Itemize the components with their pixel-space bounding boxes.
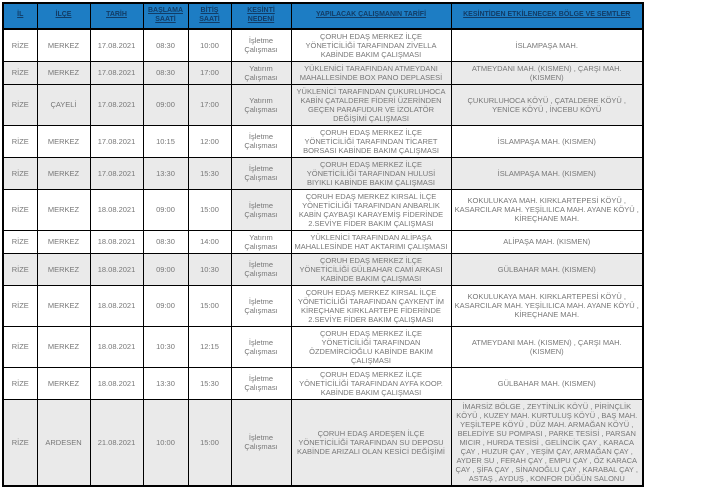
outage-table bbox=[2, 2, 644, 487]
table-row bbox=[3, 189, 643, 230]
cell-il: RİZE bbox=[3, 125, 37, 157]
cell-bitis-saati: 15:00 bbox=[188, 285, 231, 326]
cell-il: RİZE bbox=[3, 253, 37, 285]
cell-kesinti-nedeni: İşletme Çalışması bbox=[231, 399, 291, 486]
cell-bitis-saati: 17:00 bbox=[188, 61, 231, 84]
table-row bbox=[3, 61, 643, 84]
cell-ilce: MERKEZ bbox=[37, 285, 90, 326]
cell-baslama-saati: 08:30 bbox=[143, 61, 188, 84]
cell-baslama-saati: 10:15 bbox=[143, 125, 188, 157]
cell-calisma-tarifi: ÇORUH EDAŞ MERKEZ İLÇE YÖNETİCİLİĞİ TARAFINDAN ÖZDEMİRCİOĞLU KABİNDE BAKIM ÇALIŞMASI bbox=[291, 326, 451, 367]
cell-tarih: 18.08.2021 bbox=[90, 253, 143, 285]
cell-etkilenen-bolge: İMARSİZ BÖLGE , ZEYTİNLİK KÖYÜ , PİRİNÇLİK KÖYÜ , KUZEY MAH. KURTULUŞ KÖYÜ , BAŞ MAH. YEŞİLTEPE KÖYÜ , DÜZ MAH. ARMAĞAN KÖYÜ , BELEDİYE SU POMPASI , PARKE TESİSİ , PARSAN MICIR , HURDA TESİSİ , GELİNCİK ÇAY , KARACA ÇAY , HUZUR ÇAY , YEŞİM ÇAY, ARMAĞAN ÇAY , AYDER SU , FERAH ÇAY , EMPU ÇAY , ÖZ KARACA ÇAY , ŞİFA ÇAY , SİNANOĞLU ÇAY , KARABAL ÇAY , ASTAŞ , AYDUŞ , KONFOR DÜĞÜN SALONU bbox=[451, 399, 643, 486]
cell-ilce: MERKEZ bbox=[37, 367, 90, 399]
cell-il: RİZE bbox=[3, 61, 37, 84]
cell-etkilenen-bolge: İSLAMPAŞA MAH. bbox=[451, 29, 643, 62]
cell-tarih: 17.08.2021 bbox=[90, 157, 143, 189]
cell-il: RİZE bbox=[3, 189, 37, 230]
cell-bitis-saati: 10:30 bbox=[188, 253, 231, 285]
cell-il: RİZE bbox=[3, 367, 37, 399]
cell-baslama-saati: 09:00 bbox=[143, 285, 188, 326]
cell-etkilenen-bolge: ALİPAŞA MAH. (KISMEN) bbox=[451, 230, 643, 253]
cell-baslama-saati: 08:30 bbox=[143, 29, 188, 62]
cell-ilce: MERKEZ bbox=[37, 157, 90, 189]
cell-ilce: MERKEZ bbox=[37, 326, 90, 367]
cell-etkilenen-bolge: İSLAMPAŞA MAH. (KISMEN) bbox=[451, 125, 643, 157]
table-row bbox=[3, 157, 643, 189]
cell-baslama-saati: 10:00 bbox=[143, 399, 188, 486]
table-row bbox=[3, 399, 643, 486]
cell-tarih: 17.08.2021 bbox=[90, 84, 143, 125]
cell-tarih: 17.08.2021 bbox=[90, 61, 143, 84]
table-row bbox=[3, 84, 643, 125]
cell-bitis-saati: 15:00 bbox=[188, 189, 231, 230]
cell-tarih: 21.08.2021 bbox=[90, 399, 143, 486]
cell-ilce: MERKEZ bbox=[37, 29, 90, 62]
cell-etkilenen-bolge: İSLAMPAŞA MAH. (KISMEN) bbox=[451, 157, 643, 189]
cell-tarih: 18.08.2021 bbox=[90, 189, 143, 230]
cell-kesinti-nedeni: İşletme Çalışması bbox=[231, 253, 291, 285]
cell-tarih: 17.08.2021 bbox=[90, 29, 143, 62]
table-row bbox=[3, 367, 643, 399]
cell-etkilenen-bolge: GÜLBAHAR MAH. (KISMEN) bbox=[451, 253, 643, 285]
table-row bbox=[3, 326, 643, 367]
outage-table-body bbox=[3, 29, 643, 486]
cell-bitis-saati: 12:15 bbox=[188, 326, 231, 367]
cell-il: RİZE bbox=[3, 29, 37, 62]
cell-bitis-saati: 12:00 bbox=[188, 125, 231, 157]
cell-kesinti-nedeni: Yatırım Çalışması bbox=[231, 61, 291, 84]
cell-calisma-tarifi: ÇORUH EDAŞ MERKEZ İLÇE YÖNETİCİLİĞİ TARAFINDAN TİCARET BORSASI KABİNDE BAKIM ÇALIŞMASI bbox=[291, 125, 451, 157]
cell-etkilenen-bolge: KOKULUKAYA MAH. KIRKLARTEPESİ KÖYÜ , KASARCILAR MAH. YEŞİLILICA MAH. AYANE KÖYÜ , KİREÇHANE MAH. bbox=[451, 285, 643, 326]
cell-baslama-saati: 09:00 bbox=[143, 84, 188, 125]
table-row bbox=[3, 285, 643, 326]
cell-calisma-tarifi: ÇORUH EDAŞ MERKEZ KIRSAL İLÇE YÖNETİCİLİĞİ TARAFINDAN ÇAYKENT İM KİREÇHANE KIRKLARTEPE FİDERİNDE 2.SEVİYE FİDER BAKIM ÇALIŞMASI bbox=[291, 285, 451, 326]
table-row bbox=[3, 253, 643, 285]
column-header-baslama-saati: BAŞLAMA SAATİ bbox=[143, 3, 188, 29]
cell-kesinti-nedeni: İşletme Çalışması bbox=[231, 189, 291, 230]
table-row bbox=[3, 29, 643, 62]
cell-kesinti-nedeni: İşletme Çalışması bbox=[231, 157, 291, 189]
cell-ilce: MERKEZ bbox=[37, 125, 90, 157]
column-header-tarih: TARİH bbox=[90, 3, 143, 29]
cell-calisma-tarifi: ÇORUH EDAŞ MERKEZ İLÇE YÖNETİCİLİĞİ TARAFINDAN ZİVELLA KABİNDE BAKIM ÇALIŞMASI bbox=[291, 29, 451, 62]
cell-bitis-saati: 17:00 bbox=[188, 84, 231, 125]
cell-calisma-tarifi: YÜKLENİCİ TARAFINDAN ALİPAŞA MAHALLESİNDE HAT AKTARIMI ÇALIŞMASI bbox=[291, 230, 451, 253]
cell-il: RİZE bbox=[3, 230, 37, 253]
cell-calisma-tarifi: YÜKLENİCİ TARAFINDAN ATMEYDANI MAHALLESİNDE BOX PANO DEPLASESİ bbox=[291, 61, 451, 84]
header-row bbox=[3, 3, 643, 29]
cell-baslama-saati: 09:00 bbox=[143, 189, 188, 230]
cell-il: RİZE bbox=[3, 399, 37, 486]
cell-baslama-saati: 13:30 bbox=[143, 367, 188, 399]
cell-bitis-saati: 15:00 bbox=[188, 399, 231, 486]
cell-kesinti-nedeni: İşletme Çalışması bbox=[231, 326, 291, 367]
cell-baslama-saati: 08:30 bbox=[143, 230, 188, 253]
column-header-etkilenen-bolge: KESİNTİDEN ETKİLENECEK BÖLGE VE SEMTLER bbox=[451, 3, 643, 29]
cell-calisma-tarifi: ÇORUH EDAŞ MERKEZ KIRSAL İLÇE YÖNETİCİLİĞİ TARAFINDAN ANBARLIK KABİN ÇAYBAŞI KARAYEMİŞ FİDERİNDE 2.SEVİYE FİDER BAKIM ÇALIŞMASI bbox=[291, 189, 451, 230]
table-row bbox=[3, 125, 643, 157]
cell-etkilenen-bolge: GÜLBAHAR MAH. (KISMEN) bbox=[451, 367, 643, 399]
cell-kesinti-nedeni: İşletme Çalışması bbox=[231, 285, 291, 326]
cell-etkilenen-bolge: KOKULUKAYA MAH. KIRKLARTEPESİ KÖYÜ , KASARCILAR MAH. YEŞİLILICA MAH. AYANE KÖYÜ , KİREÇHANE MAH. bbox=[451, 189, 643, 230]
outage-table-header bbox=[3, 3, 643, 29]
cell-il: RİZE bbox=[3, 285, 37, 326]
cell-calisma-tarifi: YÜKLENİCİ TARAFINDAN ÇUKURLUHOCA KABİN ÇATALDERE FİDERİ ÜZERİNDEN GEÇEN PARAFUDUR VE İZOLATÖR DEĞİŞİMİ ÇALIŞMASI bbox=[291, 84, 451, 125]
cell-bitis-saati: 15:30 bbox=[188, 157, 231, 189]
cell-tarih: 18.08.2021 bbox=[90, 230, 143, 253]
cell-bitis-saati: 15:30 bbox=[188, 367, 231, 399]
cell-tarih: 18.08.2021 bbox=[90, 285, 143, 326]
cell-calisma-tarifi: ÇORUH EDAŞ MERKEZ İLÇE YÖNETİCİLİĞİ TARAFINDAN HULUSİ BIYIKLI KABİNDE BAKIM ÇALIŞMASI bbox=[291, 157, 451, 189]
cell-etkilenen-bolge: ATMEYDANI MAH. (KISMEN) , ÇARŞI MAH. (KISMEN) bbox=[451, 61, 643, 84]
cell-baslama-saati: 09:00 bbox=[143, 253, 188, 285]
cell-calisma-tarifi: ÇORUH EDAŞ ARDEŞEN İLÇE YÖNETİCİLİĞİ TARAFINDAN SU DEPOSU KABİNDE ARIZALI OLAN KESİCİ DEĞİŞİMİ bbox=[291, 399, 451, 486]
cell-tarih: 18.08.2021 bbox=[90, 326, 143, 367]
cell-tarih: 17.08.2021 bbox=[90, 125, 143, 157]
column-header-calisma-tarifi: YAPILACAK ÇALIŞMANIN TARİFİ bbox=[291, 3, 451, 29]
cell-kesinti-nedeni: İşletme Çalışması bbox=[231, 367, 291, 399]
cell-ilce: MERKEZ bbox=[37, 253, 90, 285]
cell-kesinti-nedeni: Yatırım Çalışması bbox=[231, 84, 291, 125]
cell-ilce: MERKEZ bbox=[37, 189, 90, 230]
cell-kesinti-nedeni: Yatırım Çalışması bbox=[231, 230, 291, 253]
cell-tarih: 18.08.2021 bbox=[90, 367, 143, 399]
cell-ilce: MERKEZ bbox=[37, 230, 90, 253]
cell-calisma-tarifi: ÇORUH EDAŞ MERKEZ İLÇE YÖNETİCİLİĞİ TARAFINDAN AYFA KOOP. KABİNDE BAKIM ÇALIŞMASI bbox=[291, 367, 451, 399]
column-header-kesinti-nedeni: KESİNTİ NEDENİ bbox=[231, 3, 291, 29]
column-header-il: İL bbox=[3, 3, 37, 29]
cell-il: RİZE bbox=[3, 157, 37, 189]
column-header-ilce: İLÇE bbox=[37, 3, 90, 29]
cell-il: RİZE bbox=[3, 84, 37, 125]
cell-etkilenen-bolge: ATMEYDANI MAH. (KISMEN) , ÇARŞI MAH. (KISMEN) bbox=[451, 326, 643, 367]
cell-ilce: ARDESEN bbox=[37, 399, 90, 486]
table-row bbox=[3, 230, 643, 253]
cell-calisma-tarifi: ÇORUH EDAŞ MERKEZ İLÇE YÖNETİCİLİĞİ GÜLBAHAR CAMİ ARKASI KABİNDE BAKIM ÇALIŞMASI bbox=[291, 253, 451, 285]
cell-kesinti-nedeni: İşletme Çalışması bbox=[231, 29, 291, 62]
cell-ilce: ÇAYELİ bbox=[37, 84, 90, 125]
cell-etkilenen-bolge: ÇUKURLUHOCA KÖYÜ , ÇATALDERE KÖYÜ , YENİCE KÖYÜ , İNCEBU KÖYÜ bbox=[451, 84, 643, 125]
cell-il: RİZE bbox=[3, 326, 37, 367]
cell-baslama-saati: 13:30 bbox=[143, 157, 188, 189]
cell-baslama-saati: 10:30 bbox=[143, 326, 188, 367]
cell-bitis-saati: 10:00 bbox=[188, 29, 231, 62]
cell-kesinti-nedeni: İşletme Çalışması bbox=[231, 125, 291, 157]
cell-bitis-saati: 14:00 bbox=[188, 230, 231, 253]
cell-ilce: MERKEZ bbox=[37, 61, 90, 84]
column-header-bitis-saati: BİTİŞ SAATİ bbox=[188, 3, 231, 29]
